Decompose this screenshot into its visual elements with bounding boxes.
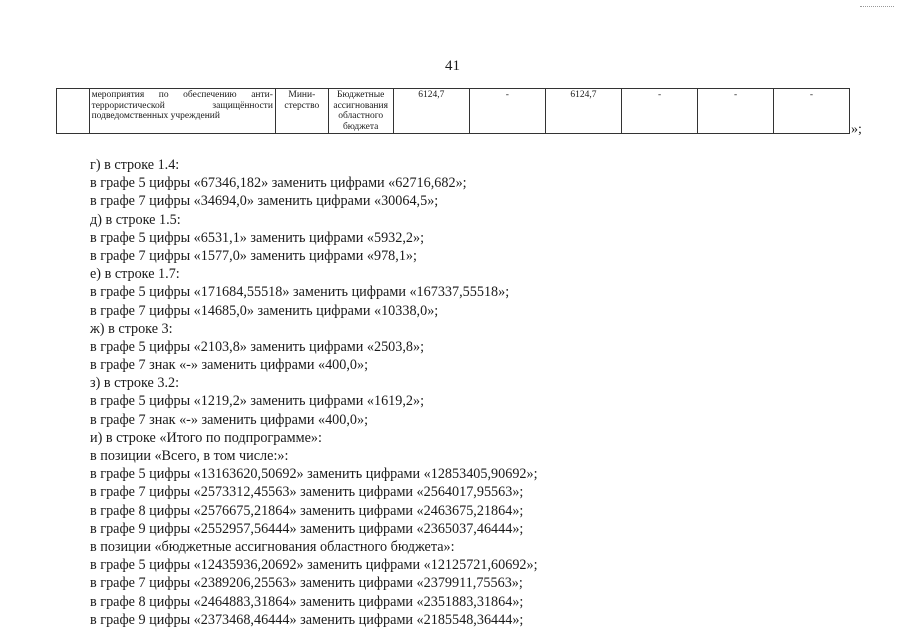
text-line: в графе 7 цифры «34694,0» заменить цифрами «30064,5»; [90,193,439,210]
text-line: в графе 7 цифры «14685,0» заменить цифрами «10338,0»; [90,302,439,319]
text-line: е) в строке 1.7: [90,266,180,283]
text-line: в графе 7 знак «-» заменить цифрами «400,0»; [90,357,369,374]
text-line: в позиции «бюджетные ассигнования областного бюджета»: [90,538,455,555]
text-line: в графе 5 цифры «12435936,20692» заменить цифрами «12125721,60692»; [90,557,538,574]
text-line: в графе 9 цифры «2552957,56444» заменить цифрами «2365037,46444»; [90,520,524,537]
text-line: в графе 5 цифры «6531,1» заменить цифрами «5932,2»; [90,229,425,246]
text-line: в графе 5 цифры «67346,182» заменить цифрами «62716,682»; [90,175,467,192]
table-cell-value: 6124,7 [545,89,621,134]
text-line: г) в строке 1.4: [90,157,180,173]
text-line: в графе 5 цифры «171684,55518» заменить цифрами «167337,55518»; [90,284,510,301]
table-cell-executor: Мини-стерство [275,89,328,134]
table-cell-value: - [774,89,850,134]
table-cell-value: - [698,89,774,134]
table-closing-quote: »; [851,122,862,137]
text-line: з) в строке 3.2: [90,375,180,392]
text-line: в графе 5 цифры «2103,8» заменить цифрами «2503,8»; [90,338,425,355]
text-line: в графе 7 знак «-» заменить цифрами «400,0»; [90,411,369,428]
table-row [57,89,850,134]
table-cell-blank [57,89,90,134]
table-cell-value: - [469,89,545,134]
page-number: 41 [445,58,460,74]
text-line: в позиции «Всего, в том числе:»: [90,448,289,464]
text-line: в графе 9 цифры «2373468,46444» заменить цифрами «2185548,36444»; [90,611,524,628]
budget-table [56,88,850,134]
text-line: д) в строке 1.5: [90,211,181,228]
text-line: в графе 8 цифры «2464883,31864» заменить цифрами «2351883,31864»; [90,593,524,610]
text-line: ж) в строке 3: [90,320,173,337]
scan-mark [860,6,894,7]
table-cell-value: - [622,89,698,134]
amendment-text [90,156,538,629]
table-cell-source: Бюджетные ассигнования областного бюджета [328,89,393,134]
text-line: в графе 8 цифры «2576675,21864» заменить цифрами «2463675,21864»; [90,502,524,519]
text-line: в графе 5 цифры «13163620,50692» заменить цифрами «12853405,90692»; [90,466,538,483]
text-line: в графе 5 цифры «1219,2» заменить цифрами «1619,2»; [90,393,425,410]
text-line: в графе 7 цифры «2389206,25563» заменить цифрами «2379911,75563»; [90,575,523,592]
table-cell-description: мероприятия по обеспечению анти-террористической защищённости подведомственных учреждений [89,89,275,134]
text-line: в графе 7 цифры «2573312,45563» заменить цифрами «2564017,95563»; [90,484,524,501]
table-cell-value: 6124,7 [393,89,469,134]
text-line: в графе 7 цифры «1577,0» заменить цифрами «978,1»; [90,247,417,264]
text-line: и) в строке «Итого по подпрограмме»: [90,429,322,446]
